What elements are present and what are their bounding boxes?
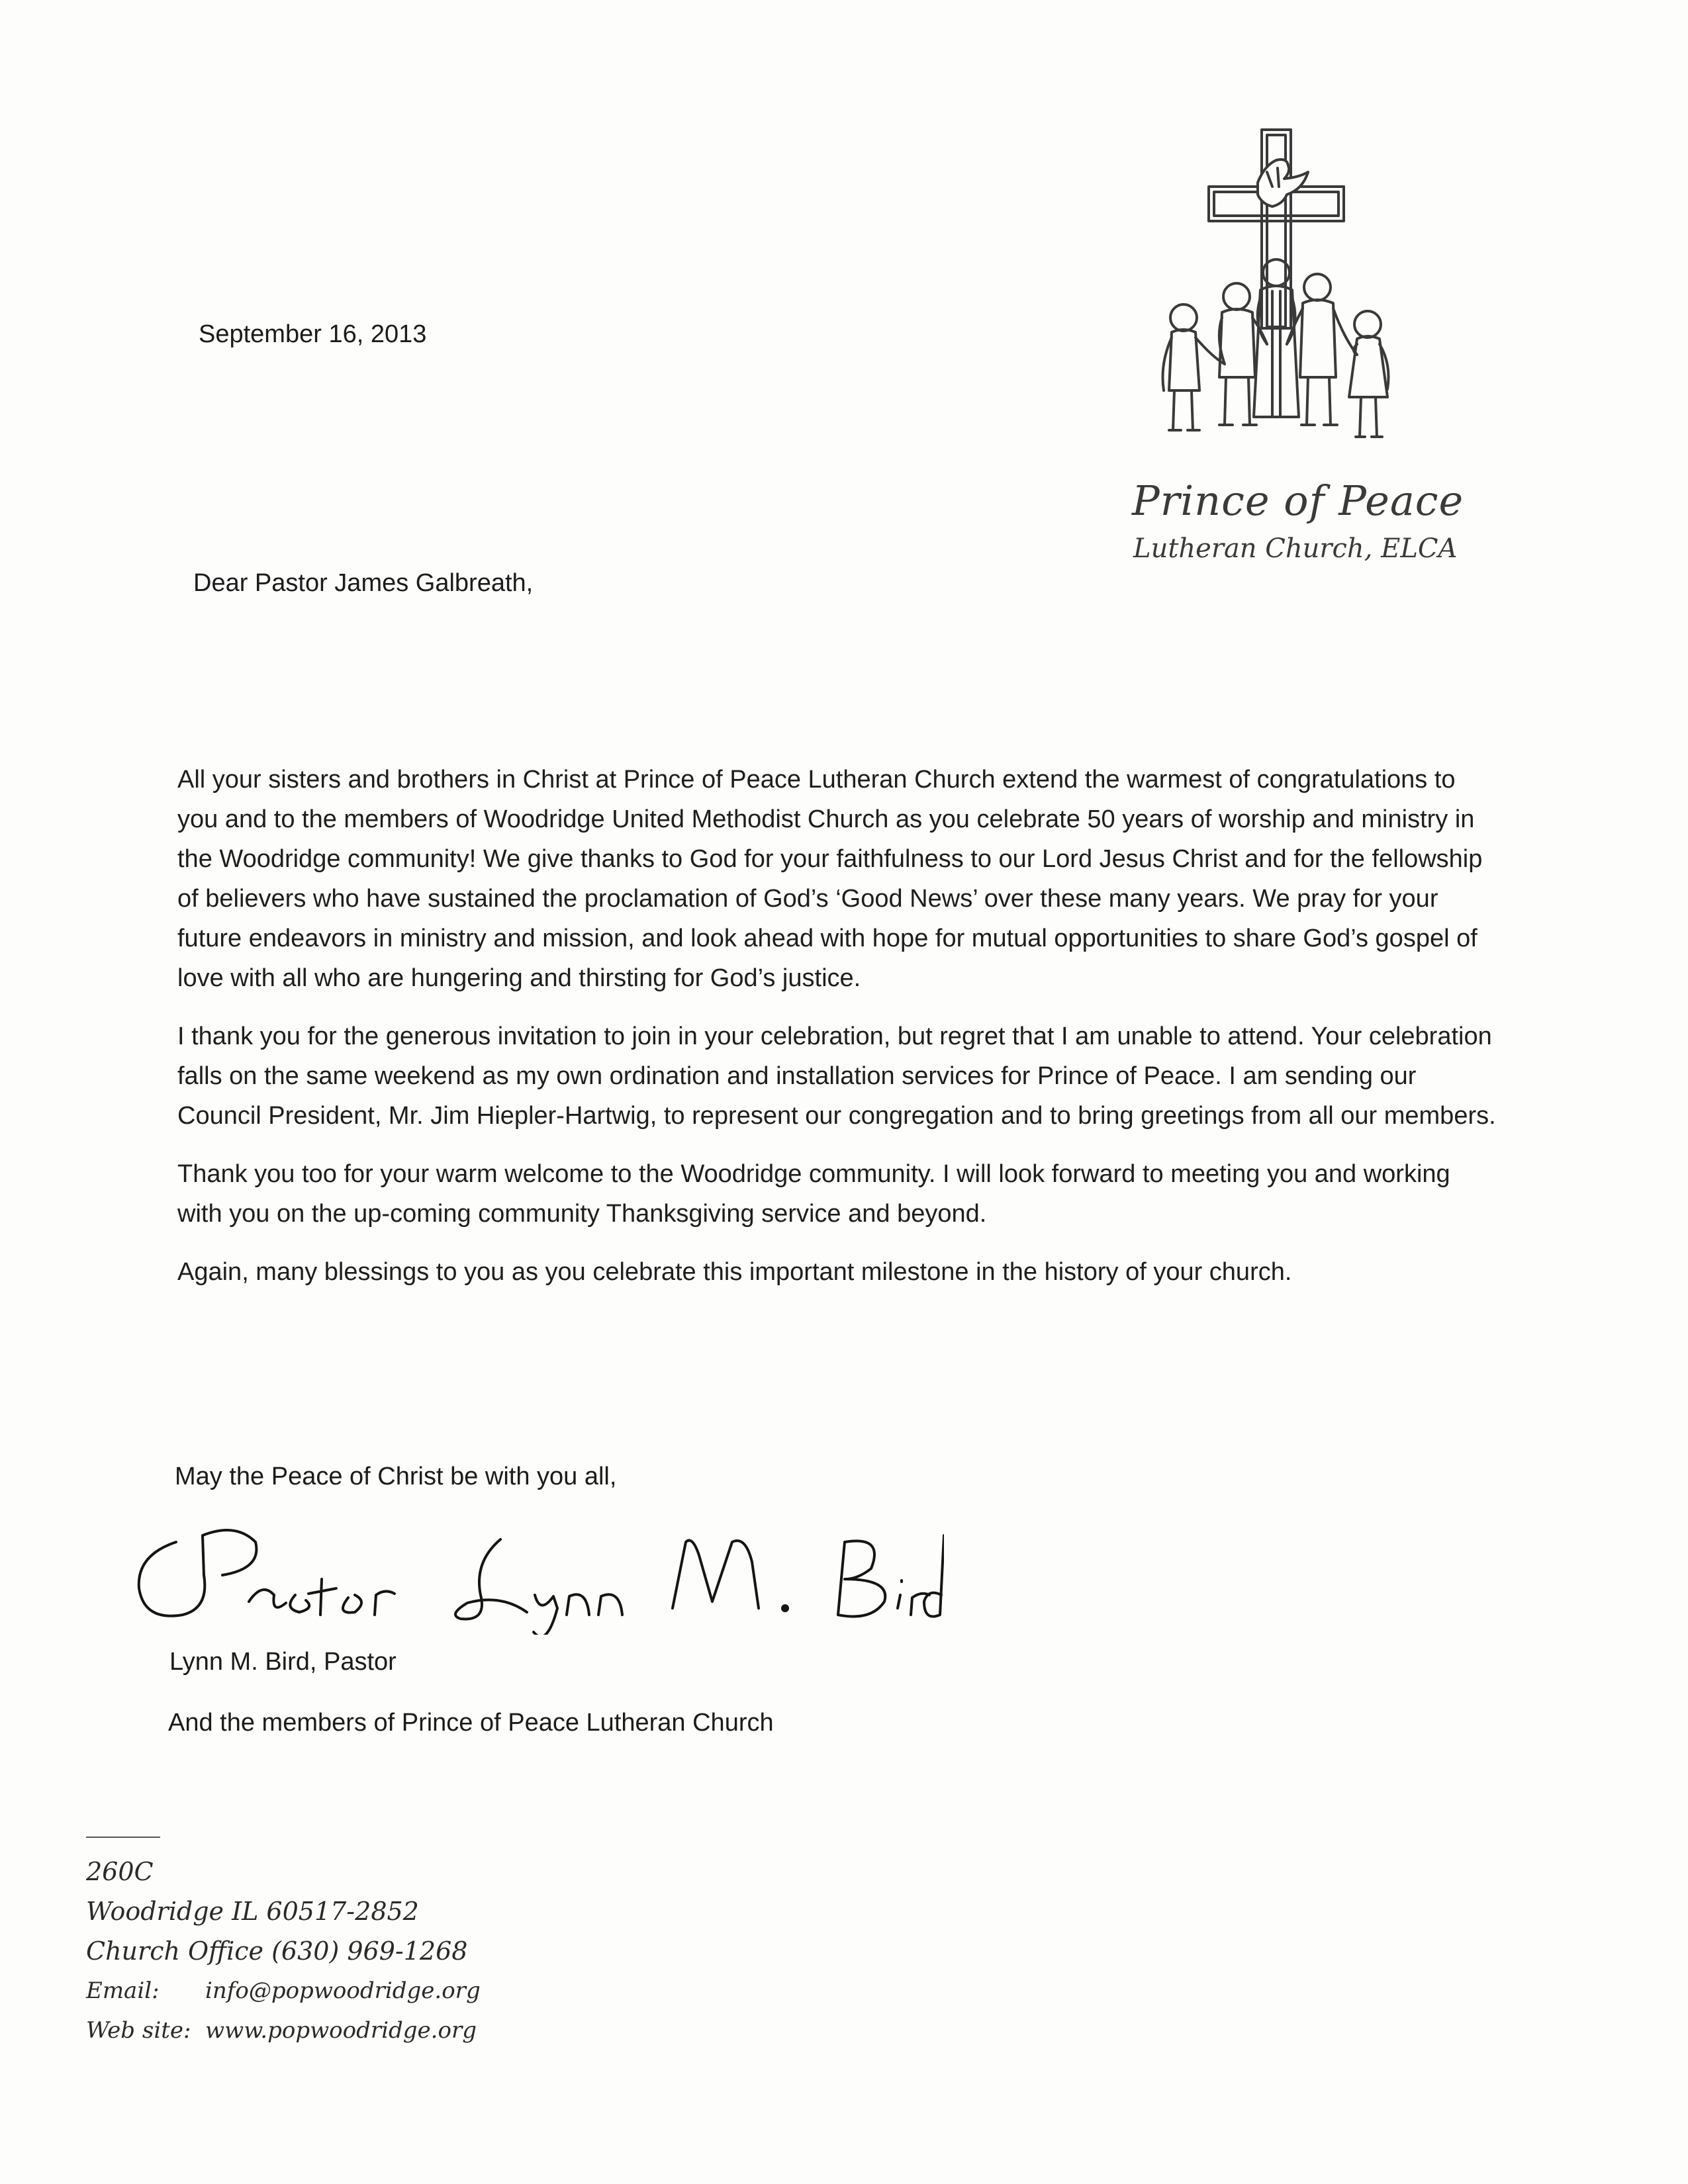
footer-web-link[interactable]: www.popwoodridge.org [205, 2017, 477, 2044]
signer-name: Lynn M. Bird, Pastor [169, 1648, 397, 1676]
cross-with-people-icon [1125, 126, 1443, 470]
body-paragraph-4: Again, many blessings to you as you celebrate this important milestone in the history of your church. [177, 1258, 1292, 1286]
body-paragraph-3: Thank you too for your warm welcome to the Woodridge community. I will look forward to meeting you and working with you on the up-coming community Thanksgiving service and beyond. [177, 1160, 1450, 1228]
closing-line: May the Peace of Christ be with you all, [175, 1463, 617, 1490]
church-name-title: Prince of Peace [1132, 477, 1464, 525]
body-paragraph-1: All your sisters and brothers in Christ at Prince of Peace Lutheran Church extend the warmest of congratulations to you and to the members of Woodridge United Methodist Church as you celebrate 50 years of worship and ministry in the Woodridge community! We give thanks to God for your faithfulness to our Lord Jesus Christ and for the fellowship of believers who have sustained the proclamation of God’s ‘Good News’ over these many years. We pray for your future endeavors in ministry and mission, and look ahead with hope for mutual opportunities to share God’s gospel of love with all who are hungering and thirsting for God’s justice. [177, 766, 1483, 992]
salutation: Dear Pastor James Galbreath, [193, 569, 534, 597]
letter-date: September 16, 2013 [199, 320, 427, 348]
footer-web-line [86, 2011, 481, 2050]
body-paragraph-2: I thank you for the generous invitation to join in your celebration, but regret that I am unable to attend. Your celebration falls on the same weekend as my own ordination and installation services for Prince of Peace. I am sending our Council President, Mr. Jim Hiepler-Hartwig, to represent our congregation and to bring greetings from all our members. [177, 1023, 1496, 1130]
footer-contact [86, 1852, 481, 2050]
footer-address: 260C [86, 1857, 154, 1886]
footer-divider [86, 1837, 160, 1838]
handwritten-signature [130, 1516, 944, 1635]
letter-body [177, 760, 1501, 1310]
signer-organization: And the members of Prince of Peace Lutheran Church [168, 1709, 774, 1737]
footer-web-label: Web site: [86, 2017, 191, 2044]
footer-email-label: Email: [86, 1978, 160, 2004]
footer-email-line [86, 1971, 481, 2011]
footer-city: Woodridge IL 60517-2852 [86, 1897, 419, 1926]
church-name-subtitle: Lutheran Church, ELCA [1133, 533, 1458, 564]
footer-email-link[interactable]: info@popwoodridge.org [205, 1978, 481, 2004]
footer-phone: Church Office (630) 969-1268 [86, 1936, 468, 1966]
